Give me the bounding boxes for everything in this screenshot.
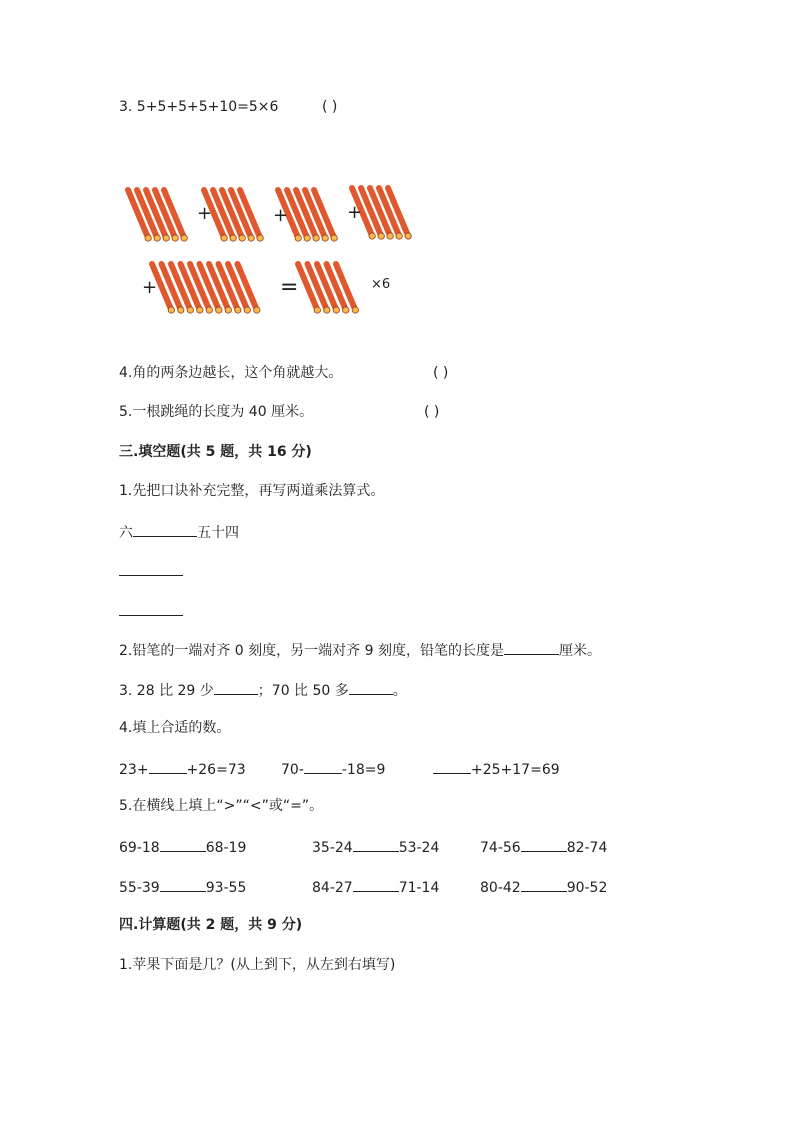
eq2-blank[interactable] — [304, 759, 342, 774]
stick-end — [145, 235, 151, 241]
judge-q4-text: 4.角的两条边越长，这个角就越大。 — [119, 365, 343, 381]
fill-q4-eq3 — [433, 759, 560, 779]
stick-end — [313, 235, 319, 241]
compare-left: 84-27 — [312, 880, 353, 896]
fill-q1-answer-line-2[interactable] — [119, 615, 183, 616]
fill-q4-text: 4.填上合适的数。 — [119, 720, 231, 736]
eq3-after: +25+17=69 — [471, 762, 560, 778]
plus-sign-4: + — [142, 277, 158, 298]
stick-end — [154, 235, 160, 241]
fill-q3-part1: 3. 28 比 29 少 — [119, 683, 214, 699]
judge-q5-text: 5.一根跳绳的长度为 40 厘米。 — [119, 404, 314, 420]
chant-right: 五十四 — [197, 525, 239, 541]
compare-right: 68-19 — [205, 840, 247, 856]
fill-q1-answer-line-1[interactable] — [119, 575, 183, 576]
judge-q5-answer-paren[interactable]: ( ) — [424, 404, 440, 420]
fill-q2 — [119, 640, 601, 660]
compare-r1-c1 — [119, 837, 246, 857]
compare-right: 90-52 — [566, 880, 608, 896]
stick-end — [352, 307, 358, 313]
stick-group-bottom-5 — [298, 264, 359, 313]
stick-end — [206, 307, 212, 313]
fill-q3-blank-2[interactable] — [349, 680, 393, 695]
judge-q3-text: 3. 5+5+5+5+10=5×6 — [119, 99, 279, 115]
plus-sign-1: + — [197, 203, 213, 224]
stick-bundles-figure — [118, 180, 438, 320]
compare-left: 35-24 — [312, 840, 353, 856]
compare-blank[interactable] — [160, 877, 206, 892]
stick-end — [387, 233, 393, 239]
fill-q3 — [119, 680, 407, 700]
stick-end — [221, 235, 227, 241]
compare-blank[interactable] — [353, 877, 399, 892]
stick-end — [257, 235, 263, 241]
stick-end — [163, 235, 169, 241]
eq1-before: 23+ — [119, 762, 149, 778]
compare-right: 71-14 — [398, 880, 440, 896]
stick-end — [333, 307, 339, 313]
stick-end — [244, 307, 250, 313]
stick-group-top-1 — [128, 190, 187, 241]
stick-end — [172, 235, 178, 241]
chant-left: 六 — [119, 525, 133, 541]
fill-q4-eq1 — [119, 759, 246, 779]
stick-end — [168, 307, 174, 313]
stick-end — [225, 307, 231, 313]
stick-end — [239, 235, 245, 241]
compare-left: 74-56 — [480, 840, 521, 856]
fill-q3-blank-1[interactable] — [214, 680, 258, 695]
compare-left: 69-18 — [119, 840, 160, 856]
stick-end — [343, 307, 349, 313]
judge-q3-answer-paren[interactable]: ( ) — [322, 99, 338, 115]
calc-q1-text: 1.苹果下面是几？(从上到下，从左到右填写) — [119, 957, 396, 973]
stick-group-top-2 — [204, 190, 263, 241]
compare-r2-c1 — [119, 877, 246, 897]
eq3-blank[interactable] — [433, 759, 471, 774]
stick-end — [314, 307, 320, 313]
fill-q3-part3: 。 — [392, 683, 407, 699]
stick-end — [254, 307, 260, 313]
fill-q5-text: 5.在横线上填上“>”“<”或“=”。 — [119, 798, 324, 814]
fill-q2-after: 厘米。 — [558, 643, 601, 659]
equals-sign: = — [280, 275, 299, 300]
stick-end — [216, 307, 222, 313]
compare-right: 53-24 — [398, 840, 440, 856]
stick-end — [178, 307, 184, 313]
stick-end — [304, 235, 310, 241]
fill-section-heading: 三.填空题(共 5 题，共 16 分) — [119, 444, 312, 460]
stick-end — [322, 235, 328, 241]
fill-q3-part2: ；70 比 50 多 — [257, 683, 349, 699]
stick-end — [295, 235, 301, 241]
eq1-after: +26=73 — [186, 762, 246, 778]
stick-end — [235, 307, 241, 313]
compare-left: 55-39 — [119, 880, 160, 896]
fill-q1-text: 1.先把口诀补充完整，再写两道乘法算式。 — [119, 483, 385, 499]
compare-blank[interactable] — [353, 837, 399, 852]
compare-blank[interactable] — [160, 837, 206, 852]
stick-group-bottom-10 — [152, 264, 260, 313]
stick-end — [396, 233, 402, 239]
compare-r2-c2 — [312, 877, 439, 897]
compare-left: 80-42 — [480, 880, 521, 896]
stick-end — [230, 235, 236, 241]
compare-r2-c3 — [480, 877, 607, 897]
plus-sign-3: + — [347, 202, 363, 223]
stick-end — [378, 233, 384, 239]
compare-right: 93-55 — [205, 880, 247, 896]
fill-q2-before: 2.铅笔的一端对齐 0 刻度，另一端对齐 9 刻度，铅笔的长度是 — [119, 643, 504, 659]
fill-q4-eq2 — [281, 759, 385, 779]
stick-end — [405, 233, 411, 239]
compare-r1-c3 — [480, 837, 607, 857]
stick-end — [187, 307, 193, 313]
compare-r1-c2 — [312, 837, 439, 857]
plus-sign-2: + — [273, 205, 289, 226]
stick-end — [369, 233, 375, 239]
compare-blank[interactable] — [521, 837, 567, 852]
chant-blank[interactable] — [133, 522, 197, 537]
fill-q2-blank[interactable] — [504, 640, 559, 655]
stick-end — [248, 235, 254, 241]
times-six-label: ×6 — [371, 277, 391, 292]
eq1-blank[interactable] — [149, 759, 187, 774]
eq2-after: -18=9 — [341, 762, 386, 778]
eq2-before: 70- — [281, 762, 304, 778]
compare-blank[interactable] — [521, 877, 567, 892]
stick-end — [331, 235, 337, 241]
stick-end — [181, 235, 187, 241]
fill-q1-chant — [119, 522, 239, 542]
compare-right: 82-74 — [566, 840, 608, 856]
judge-q4-answer-paren[interactable]: ( ) — [433, 365, 449, 381]
calc-section-heading: 四.计算题(共 2 题，共 9 分) — [119, 917, 303, 933]
stick-end — [197, 307, 203, 313]
stick-end — [324, 307, 330, 313]
